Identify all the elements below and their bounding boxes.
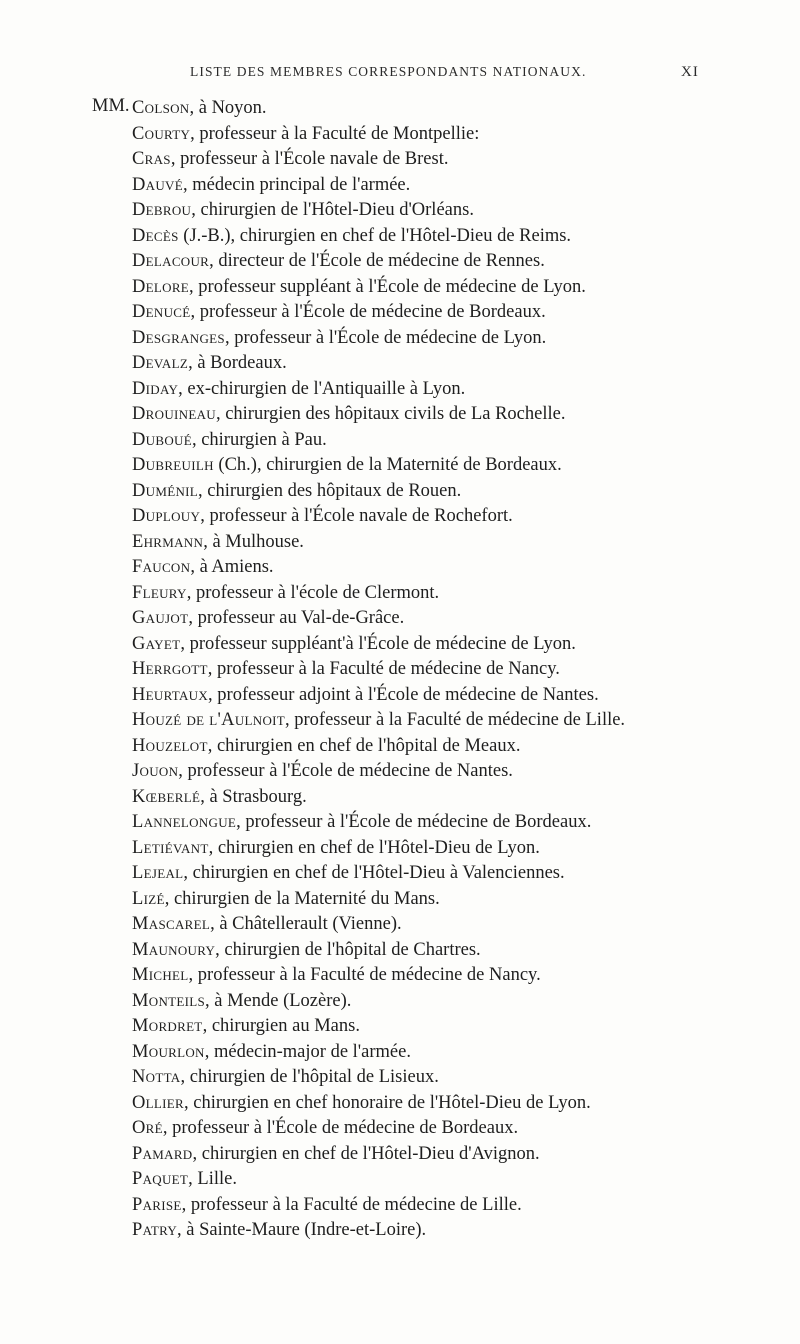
member-entry [132, 657, 625, 683]
member-description: , Lille. [188, 1169, 237, 1189]
member-description: , chirurgien des hôpitaux de Rouen. [198, 480, 462, 501]
member-description: , professeur à l'École navale de Rochefort. [200, 506, 513, 526]
member-name: Courty [132, 123, 191, 144]
member-name: Colson [132, 98, 190, 118]
member-description: , à Châtellerault (Vienne). [210, 914, 402, 934]
member-name: Pamard [132, 1143, 193, 1164]
member-name: Herrgott [132, 659, 208, 679]
member-entry [132, 581, 625, 607]
member-entry [132, 1142, 625, 1168]
member-description: , professeur à la Faculté de médecine de Nancy. [207, 659, 560, 679]
member-name: Decès [132, 225, 179, 246]
honorific-prefix: MM. [92, 96, 130, 116]
member-description: , chirurgien de l'hôpital de Lisieux. [180, 1067, 439, 1087]
member-description: , professeur au Val-de-Grâce. [188, 608, 405, 628]
member-entry [132, 530, 625, 556]
member-entry [132, 326, 625, 352]
member-name: Parise [132, 1194, 182, 1215]
member-entry [132, 912, 625, 938]
member-description: , chirurgien de l'Hôtel-Dieu d'Orléans. [191, 200, 474, 220]
member-entry [132, 96, 625, 122]
member-name: Lannelongue [132, 812, 237, 832]
member-description: , médecin principal de l'armée. [182, 174, 411, 195]
member-description: , professeur à l'École navale de Brest. [170, 149, 449, 169]
member-name: Duboué [132, 429, 192, 450]
member-description: , chirurgien de l'hôpital de Chartres. [215, 939, 481, 960]
member-entry [132, 147, 625, 173]
member-name: Mascarel [132, 914, 211, 934]
member-name: Houzelot [132, 735, 208, 756]
member-entry [132, 249, 625, 275]
member-entry [132, 224, 625, 250]
member-description: , professeur à la Faculté de médecine de Nancy. [188, 965, 541, 985]
member-entry [132, 122, 625, 148]
running-title: LISTE DES MEMBRES CORRESPONDANTS NATIONAUX. [190, 64, 587, 79]
member-description: , à Mulhouse. [203, 531, 304, 552]
member-entry [132, 1040, 625, 1066]
member-name: Drouineau [132, 404, 216, 424]
member-list [132, 96, 625, 1244]
member-name: Jouon [132, 761, 179, 781]
member-name: Heurtaux [132, 684, 209, 705]
member-description: , professeur à la Faculté de médecine de Lille. [181, 1194, 522, 1215]
member-name: Dubreuilh [132, 455, 214, 475]
member-description: , chirurgien des hôpitaux civils de La Rochelle. [215, 404, 566, 424]
member-entry [132, 555, 625, 581]
member-description: , chirurgien en chef de l'Hôtel-Dieu à Valenciennes. [183, 863, 565, 883]
page-number: XI [681, 64, 699, 80]
member-name: Letiévant [132, 837, 209, 858]
member-description: (Ch.), chirurgien de la Maternité de Bordeaux. [213, 455, 562, 475]
member-description: , professeur à l'École de médecine de Bordeaux. [190, 302, 546, 322]
member-description: , à Noyon. [189, 98, 267, 118]
member-description: , professeur à l'École de médecine de Bordeaux. [162, 1118, 519, 1138]
member-description: , chirurgien en chef de l'Hôtel-Dieu de Lyon. [208, 837, 540, 858]
member-name: Oré [132, 1118, 163, 1138]
member-name: Devalz [132, 353, 189, 373]
member-name: Patry [132, 1220, 178, 1240]
member-description: , chirurgien au Mans. [202, 1016, 360, 1036]
member-entry [132, 759, 625, 785]
member-name: Delacour [132, 251, 210, 271]
member-name: Notta [132, 1067, 181, 1087]
member-entry [132, 351, 625, 377]
member-entry [132, 606, 625, 632]
member-entry [132, 300, 625, 326]
member-description: , ex-chirurgien de l'Antiquaille à Lyon. [178, 378, 466, 399]
member-description: , professeur à l'école de Clermont. [186, 582, 440, 603]
member-name: Denucé [132, 302, 191, 322]
member-entry [132, 1193, 625, 1219]
member-name: Duménil [132, 480, 199, 501]
member-description: , professeur à la Faculté de médecine de Lille. [285, 710, 626, 730]
member-name: Delore [132, 276, 190, 297]
member-entry [132, 861, 625, 887]
member-name: Monteils [132, 990, 206, 1011]
member-entry [132, 836, 625, 862]
member-entry [132, 708, 625, 734]
member-description: (J.-B.), chirurgien en chef de l'Hôtel-Dieu de Reims. [178, 225, 572, 246]
member-entry [132, 938, 625, 964]
member-description: , professeur à l'École de médecine de Lyon. [224, 327, 547, 348]
member-description: , professeur suppléant'à l'École de médecine de Lyon. [180, 633, 576, 654]
member-entry [132, 1167, 625, 1193]
member-name: Lejeal [132, 863, 184, 883]
member-name: Paquet [132, 1169, 189, 1189]
member-name: Faucon [132, 557, 191, 577]
member-entry [132, 1065, 625, 1091]
member-name: Michel [132, 965, 189, 985]
member-name: Maunoury [132, 939, 216, 960]
member-name: Gayet [132, 633, 181, 654]
member-description: , chirurgien en chef de l'hôpital de Meaux. [207, 735, 521, 756]
member-name: Gaujot [132, 608, 189, 628]
member-name: Kœberlé [132, 786, 201, 807]
member-description: , professeur suppléant à l'École de médecine de Lyon. [189, 276, 586, 297]
member-name: Ollier [132, 1092, 184, 1113]
member-description: , chirurgien en chef de l'Hôtel-Dieu d'Avignon. [192, 1143, 540, 1164]
member-entry [132, 1014, 625, 1040]
member-entry [132, 785, 625, 811]
member-name: Duplouy [132, 506, 201, 526]
member-entry [132, 1091, 625, 1117]
member-name: Diday [132, 378, 179, 399]
member-entry [132, 428, 625, 454]
member-description: , professeur adjoint à l'École de médecine de Nantes. [208, 684, 599, 705]
member-entry [132, 1218, 625, 1244]
running-header [0, 64, 800, 84]
member-entry [132, 479, 625, 505]
member-description: , directeur de l'École de médecine de Rennes. [209, 251, 545, 271]
member-name: Lizé [132, 888, 165, 909]
member-entry [132, 402, 625, 428]
member-description: , médecin-major de l'armée. [204, 1041, 411, 1062]
member-name: Mordret [132, 1016, 203, 1036]
member-entry [132, 632, 625, 658]
member-description: , chirurgien à Pau. [191, 429, 327, 450]
member-entry [132, 887, 625, 913]
member-entry [132, 377, 625, 403]
member-description: , chirurgien de la Maternité du Mans. [164, 888, 440, 909]
member-name: Fleury [132, 582, 187, 603]
member-entry [132, 734, 625, 760]
member-name: Mourlon [132, 1041, 205, 1062]
member-entry [132, 1116, 625, 1142]
member-entry [132, 683, 625, 709]
member-description: , à Bordeaux. [188, 353, 287, 373]
member-entry [132, 173, 625, 199]
member-description: , professeur à l'École de médecine de Nantes. [178, 761, 513, 781]
member-description: , professeur à l'École de médecine de Bordeaux. [236, 812, 592, 832]
member-name: Ehrmann [132, 531, 204, 552]
member-entry [132, 963, 625, 989]
member-name: Cras [132, 149, 171, 169]
member-description: , à Amiens. [190, 557, 274, 577]
member-entry [132, 198, 625, 224]
member-entry [132, 275, 625, 301]
member-entry [132, 989, 625, 1015]
member-entry [132, 810, 625, 836]
member-name: Debrou [132, 200, 192, 220]
member-description: , à Strasbourg. [200, 786, 307, 807]
member-description: , professeur à la Faculté de Montpellie: [190, 123, 480, 144]
member-description: , à Mende (Lozère). [205, 990, 352, 1011]
member-description: , chirurgien en chef honoraire de l'Hôtel-Dieu de Lyon. [183, 1092, 591, 1113]
member-entry [132, 453, 625, 479]
member-name: Dauvé [132, 174, 183, 195]
member-entry [132, 504, 625, 530]
member-description: , à Sainte-Maure (Indre-et-Loire). [177, 1220, 427, 1240]
member-name: Houzé de l'Aulnoit [132, 710, 286, 730]
member-name: Desgranges [132, 327, 225, 348]
